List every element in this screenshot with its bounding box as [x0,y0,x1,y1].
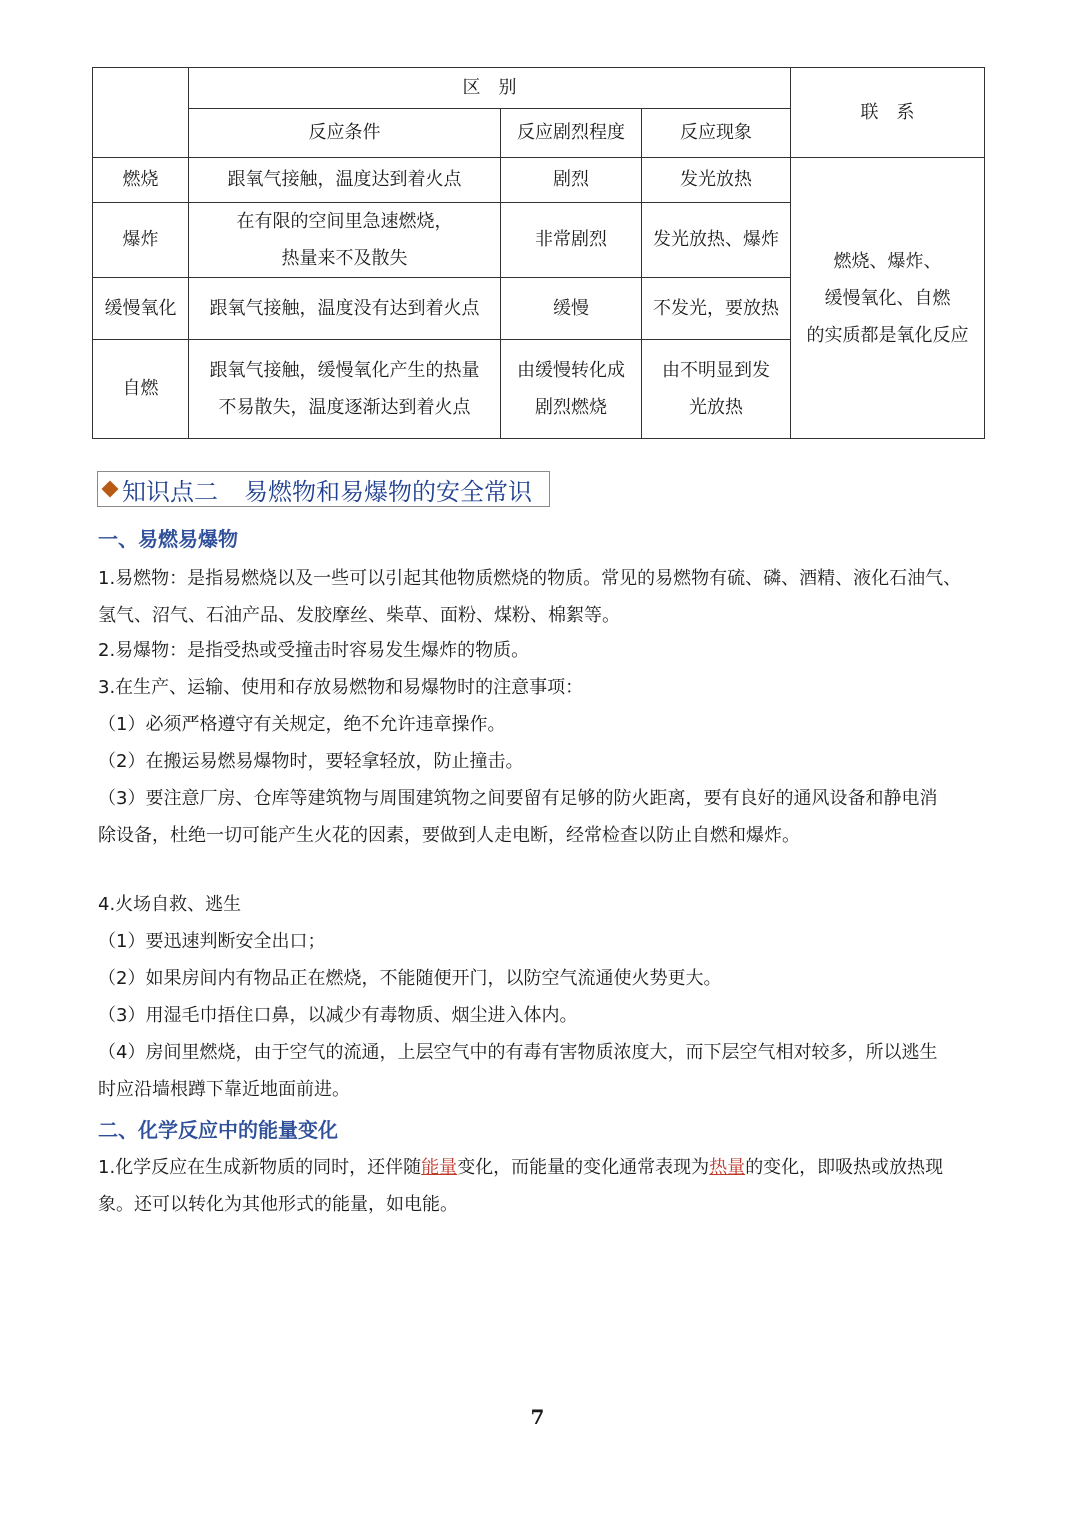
row-name: 缓慢氧化 [93,278,189,340]
text-line: （4）房间里燃烧，由于空气的流通，上层空气中的有毒有害物质浓度大，而下层空气相对较多，所以逃生 [98,1042,938,1063]
knowledge-point-heading [97,471,550,507]
list-item [98,1034,988,1108]
row-intensity: 缓慢 [501,278,642,340]
cell-line: 跟氧气接触，缓慢氧化产生的热量 [209,360,480,381]
highlight-energy: 能量 [421,1157,458,1178]
knowledge-point-title: 易燃物和易爆物的安全常识 [244,477,532,506]
paragraph-energy [98,1149,988,1223]
row-name: 爆炸 [93,203,189,278]
relation-cell [791,158,985,439]
header-difference: 区 别 [189,68,791,109]
list-item: （2）在搬运易燃易爆物时，要轻拿轻放，防止撞击。 [98,751,524,772]
list-item: （2）如果房间内有物品正在燃烧，不能随便开门，以防空气流通使火势更大。 [98,968,722,989]
text-line: 氢气、沼气、石油产品、发胶摩丝、柴草、面粉、煤粉、棉絮等。 [98,605,620,626]
text-line: 除设备，杜绝一切可能产生火花的因素，要做到人走电断，经常检查以防止自燃和爆炸。 [98,825,800,846]
highlight-heat: 热量 [709,1157,746,1178]
row-name: 燃烧 [93,158,189,203]
relation-line: 的实质都是氧化反应 [806,324,969,346]
list-item: （3）用湿毛巾捂住口鼻，以减少有毒物质、烟尘进入体内。 [98,1005,578,1026]
header-phenomenon: 反应现象 [642,109,791,158]
diamond-bullet-icon [102,481,119,498]
paragraph-flammables [98,560,988,634]
cell-line: 光放热 [689,397,743,418]
cell-line: 在有限的空间里急速燃烧， [236,211,453,232]
row-phenomenon: 不发光，要放热 [642,278,791,340]
header-condition: 反应条件 [189,109,501,158]
row-intensity: 剧烈 [501,158,642,203]
cell-line: 由缓慢转化成 [517,360,625,381]
text-line: 象。还可以转化为其他形式的能量，如电能。 [98,1194,458,1215]
row-condition [189,203,501,278]
header-intensity: 反应剧烈程度 [501,109,642,158]
table-corner-cell [93,68,189,158]
paragraph-escape: 4.火场自救、逃生 [98,894,242,915]
comparison-table [92,67,985,439]
text-line: 1.化学反应在生成新物质的同时，还伴随能量变化，而能量的变化通常表现为热量的变化，即吸热或放热现 [98,1157,944,1178]
row-phenomenon: 发光放热 [642,158,791,203]
knowledge-point-label: 知识点二 [122,477,218,506]
list-item [98,780,988,854]
relation-line: 缓慢氧化、自燃 [824,287,951,309]
section-heading: 一、易燃易爆物 [98,527,238,551]
table-row [93,158,985,203]
row-phenomenon: 发光放热、爆炸 [642,203,791,278]
row-condition: 跟氧气接触，温度达到着火点 [189,158,501,203]
section-heading: 二、化学反应中的能量变化 [98,1118,338,1142]
row-intensity: 非常剧烈 [501,203,642,278]
cell-line: 剧烈燃烧 [535,397,607,418]
row-intensity [501,340,642,439]
relation-line: 燃烧、爆炸、 [833,250,942,272]
header-relation: 联 系 [791,68,985,158]
row-phenomenon [642,340,791,439]
paragraph-explosives: 2.易爆物：是指受热或受撞击时容易发生爆炸的物质。 [98,640,530,661]
paragraph-precautions: 3.在生产、运输、使用和存放易燃物和易爆物时的注意事项： [98,677,584,698]
text-line: 时应沿墙根蹲下靠近地面前进。 [98,1079,350,1100]
cell-line: 由不明显到发 [662,360,770,381]
list-item: （1）必须严格遵守有关规定，绝不允许违章操作。 [98,714,506,735]
row-condition: 跟氧气接触，温度没有达到着火点 [189,278,501,340]
cell-line: 热量来不及散失 [281,248,408,269]
list-item: （1）要迅速判断安全出口； [98,931,326,952]
cell-line: 不易散失，温度逐渐达到着火点 [218,397,471,418]
page-number: 7 [530,1405,545,1429]
row-name: 自燃 [93,340,189,439]
text-line: （3）要注意厂房、仓库等建筑物与周围建筑物之间要留有足够的防火距离，要有良好的通风设备和静电消 [98,788,938,809]
row-condition [189,340,501,439]
text-line: 1.易燃物：是指易燃烧以及一些可以引起其他物质燃烧的物质。常见的易燃物有硫、磷、酒精、液化石油气、 [98,568,962,589]
